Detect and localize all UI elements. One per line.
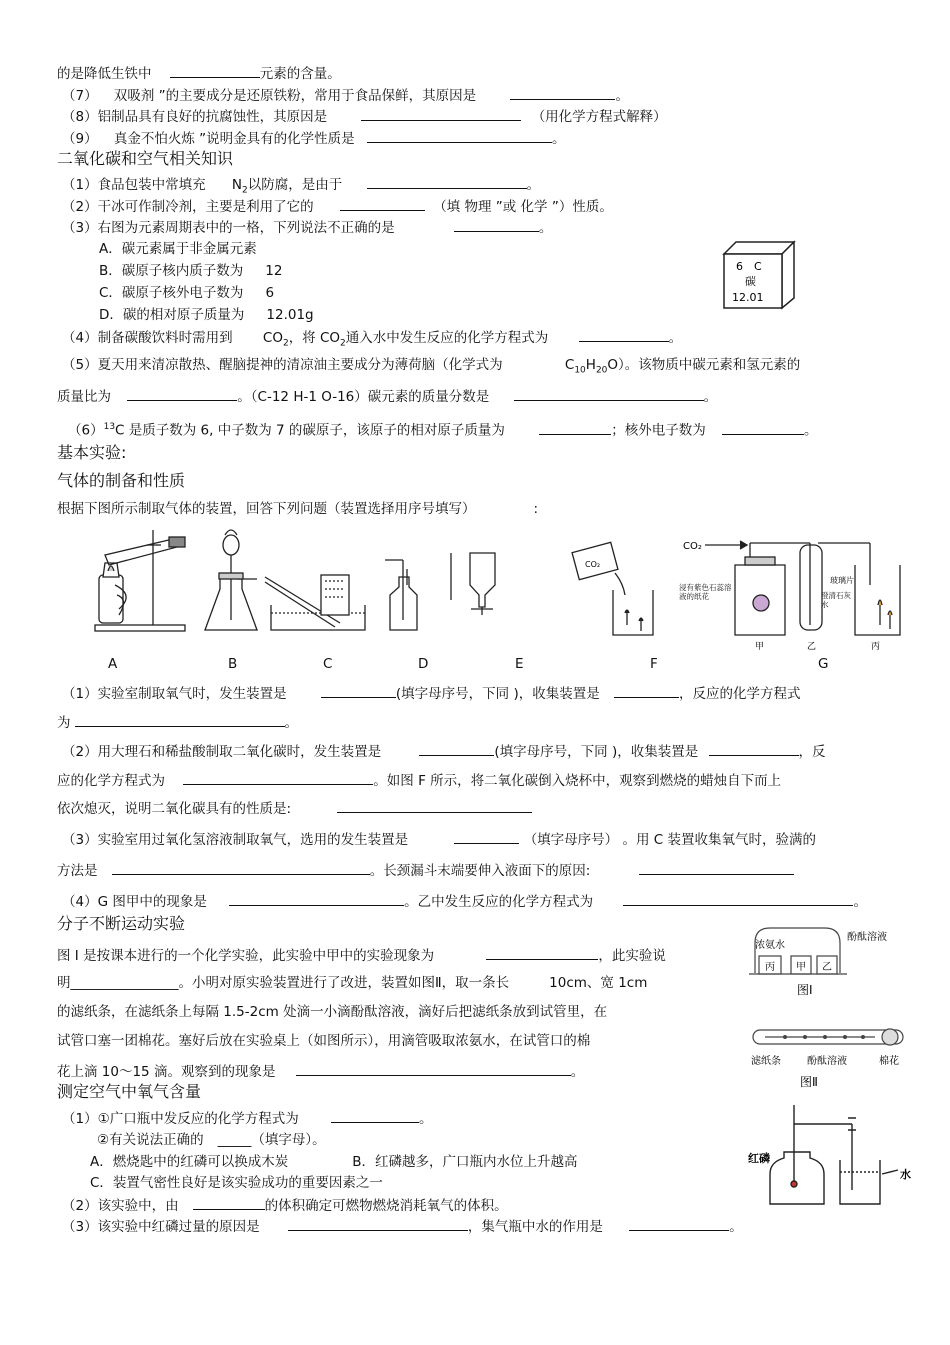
molecule-figure xyxy=(745,918,925,1093)
text: 。如图 F 所示，将二氧化碳倒入烧杯中，观察到燃烧的蜡烛自下而上 xyxy=(373,773,782,789)
text: B．红磷越多，广口瓶内水位上升越高 xyxy=(352,1154,578,1170)
text: 。 xyxy=(853,894,867,910)
fig2-title: 图Ⅱ xyxy=(800,1075,818,1089)
text: ，此实验说 xyxy=(598,948,666,964)
answer-blank[interactable] xyxy=(331,1108,419,1123)
answer-blank[interactable] xyxy=(296,1061,571,1076)
line-o2 xyxy=(97,1131,326,1149)
answer-blank[interactable] xyxy=(170,63,260,78)
line-g3-cont xyxy=(57,860,794,880)
apparatus-d xyxy=(385,560,417,630)
yi-tube-label: 乙 xyxy=(822,962,832,973)
text: 。 xyxy=(526,177,541,193)
text: 。 xyxy=(551,131,566,147)
text: 花上滴 10～15 滴。观察到的现象是 xyxy=(57,1064,276,1080)
text: C．碳原子核外电子数为 xyxy=(99,285,244,301)
line-g4 xyxy=(62,891,867,911)
text: ②有关说法正确的 xyxy=(97,1132,204,1148)
cotton-label: 棉花 xyxy=(879,1056,899,1067)
text: CO xyxy=(262,330,283,346)
element-number: 6 xyxy=(736,260,743,273)
answer-blank[interactable] xyxy=(419,741,494,756)
answer-blank[interactable] xyxy=(623,891,853,906)
answer-blank[interactable] xyxy=(539,420,611,435)
option-a: A．碳元素属于非金属元素 xyxy=(99,241,257,257)
section-heading-basic: 基本实验: xyxy=(57,443,127,462)
text[interactable]: _____ xyxy=(217,1132,252,1148)
text: ；核外电子数为 xyxy=(611,422,706,439)
line-g1 xyxy=(62,683,801,703)
bing-tube-label: 丙 xyxy=(765,962,775,973)
line-c3 xyxy=(62,217,552,237)
label-c: C xyxy=(323,656,333,672)
text: （9） xyxy=(62,131,98,147)
text: 13 xyxy=(103,422,116,432)
apparatus-f xyxy=(572,542,653,635)
text: H xyxy=(585,357,596,373)
co2-label: CO₂ xyxy=(683,541,702,552)
text: （2）该实验中，由 xyxy=(62,1198,179,1214)
text: 。 xyxy=(703,389,718,405)
text: 依次熄灭，说明二氧化碳具有的性质是: xyxy=(57,801,292,817)
text: 双吸剂 ”的主要成分是还原铁粉，常用于食品保鲜，其原因是 xyxy=(113,88,477,104)
answer-blank[interactable] xyxy=(193,1195,265,1210)
text: C 是质子数为 6, 中子数为 7 的碳原子，该原子的相对原子质量为 xyxy=(115,422,505,439)
apparatus-b xyxy=(205,530,257,630)
line-m4: 试管口塞一团棉花。塞好后放在实验桌上（如图所示），用滴管吸取浓氨水，在试管口的棉 xyxy=(57,1033,591,1049)
text: 。 xyxy=(538,220,553,236)
answer-blank[interactable] xyxy=(629,1216,729,1231)
text: 10 xyxy=(574,365,586,376)
text: （3）右图为元素周期表中的一格，下列说法不正确的是 xyxy=(62,220,395,236)
text: 。 xyxy=(804,422,818,439)
phenol-drops-label: 酚酞溶液 xyxy=(807,1056,847,1067)
text: 通入水中发生反应的化学方程式为 xyxy=(345,330,549,346)
apparatus-g xyxy=(705,541,900,635)
jia-tube-label: 甲 xyxy=(796,962,806,973)
litmus-paper-label: 浸有紫色石蕊溶液的纸花 xyxy=(679,583,732,601)
bottle-co2-label: CO₂ xyxy=(585,560,601,569)
text: 为 xyxy=(57,715,71,731)
answer-blank[interactable] xyxy=(75,712,285,727)
text: （3）实验室用过氧化氢溶液制取氧气，选用的发生装置是 xyxy=(62,832,409,848)
line-m3: 的滤纸条，在滤纸条上每隔 1.5-2cm 处滴一小滴酚酞溶液，滴好后把滤纸条放到试管里，在 xyxy=(57,1004,608,1020)
text: O）。该物质中碳元素和氢元素的 xyxy=(607,357,801,373)
section-heading-co2: 二氧化碳和空气相关知识 xyxy=(57,149,234,168)
text: （7） xyxy=(62,88,98,104)
text: 。 xyxy=(729,1219,743,1235)
option-d xyxy=(99,306,314,324)
text: 12 xyxy=(265,263,283,279)
answer-blank[interactable] xyxy=(510,85,615,100)
text: 明________________。小明对原实验装置进行了改进，装置如图Ⅱ，取一条长 xyxy=(57,975,510,991)
text: B．碳原子核内质子数为 xyxy=(99,263,244,279)
element-mass: 12.01 xyxy=(732,291,764,304)
text: （5）夏天用来清凉散热、醒脑提神的清凉油主要成分为薄荷脑（化学式为 xyxy=(62,357,503,373)
option-c xyxy=(99,284,274,302)
answer-blank[interactable] xyxy=(112,860,370,875)
answer-blank[interactable] xyxy=(486,945,598,960)
yi-label: 乙 xyxy=(807,642,817,650)
label-b: B xyxy=(228,656,238,672)
line-g3 xyxy=(62,829,816,849)
text: （填 物理 ”或 化学 ”）性质。 xyxy=(433,199,613,215)
line-g2-cont xyxy=(57,770,781,790)
text: （6） xyxy=(68,422,104,439)
text: 应的化学方程式为 xyxy=(57,773,165,789)
line-g0 xyxy=(57,500,538,518)
text: （8）铝制品具有良好的抗腐蚀性，其原因是 xyxy=(62,109,328,125)
text: 。 xyxy=(668,330,683,346)
line-o4: C．装置气密性良好是该实验成功的重要因素之一 xyxy=(90,1175,383,1191)
apparatus-c xyxy=(265,575,365,630)
answer-blank[interactable] xyxy=(367,174,527,189)
line-1 xyxy=(57,63,341,83)
line-q7 xyxy=(62,85,629,105)
line-g1-cont xyxy=(57,712,298,732)
line-m5 xyxy=(57,1061,584,1081)
text: 的体积确定可燃物燃烧消耗氧气的体积。 xyxy=(264,1198,508,1214)
subscript: 2 xyxy=(282,338,289,349)
label-a: A xyxy=(108,656,118,672)
jia-label: 甲 xyxy=(755,642,765,650)
text: : xyxy=(533,501,539,517)
answer-blank[interactable] xyxy=(127,386,237,401)
text: （填字母序号） 。用 C 装置收集氧气时，验满的 xyxy=(523,832,816,848)
element-symbol: C xyxy=(754,260,762,273)
text: A．燃烧匙中的红磷可以换成木炭 xyxy=(90,1154,289,1170)
line-c4 xyxy=(62,327,682,353)
text: 。长颈漏斗末端要伸入液面下的原因: xyxy=(369,863,591,879)
line-g2 xyxy=(62,741,826,761)
apparatus-e xyxy=(451,553,495,615)
text: （2）用大理石和稀盐酸制取二氧化碳时，发生装置是 xyxy=(62,744,382,760)
answer-blank[interactable] xyxy=(340,196,425,211)
line-c5 xyxy=(62,356,800,380)
text: 真金不怕火炼 ”说明金具有的化学性质是 xyxy=(113,131,355,147)
text: 质量比为 xyxy=(57,389,111,405)
fig1-title: 图Ⅰ xyxy=(797,983,813,997)
line-q8 xyxy=(62,106,667,126)
water-label: 水 xyxy=(900,1168,911,1181)
line-o6 xyxy=(62,1216,743,1236)
line-c5-cont xyxy=(57,386,717,406)
apparatus-figure xyxy=(85,525,915,650)
text: （4）G 图甲中的现象是 xyxy=(62,894,207,910)
text: ，反 xyxy=(798,744,826,760)
answer-blank[interactable] xyxy=(579,327,669,342)
text: 。 xyxy=(615,88,629,104)
line-c6 xyxy=(68,418,818,440)
text: 12.01g xyxy=(266,307,314,323)
line-g2-cont2 xyxy=(57,798,532,818)
text: （用化学方程式解释） xyxy=(531,109,667,125)
text: 20 xyxy=(595,365,608,376)
text: （填字母）。 xyxy=(251,1132,326,1148)
text: 方法是 xyxy=(57,863,98,879)
text: ，将 CO xyxy=(288,330,341,346)
answer-blank[interactable] xyxy=(321,683,396,698)
glass-plate-label: 玻璃片 xyxy=(830,576,854,585)
answer-blank[interactable] xyxy=(614,683,679,698)
phosphorus-label: 红磷 xyxy=(748,1152,770,1165)
text: 。（C-12 H-1 O-16）碳元素的质量分数是 xyxy=(237,389,490,405)
oxygen-apparatus-figure xyxy=(748,1100,928,1210)
line-m2 xyxy=(57,974,647,992)
label-e: E xyxy=(515,656,524,672)
subscript: 2 xyxy=(340,338,346,349)
answer-blank[interactable] xyxy=(361,106,521,121)
answer-blank[interactable] xyxy=(454,217,539,232)
text: （4）制备碳酸饮料时需用到 xyxy=(62,330,233,346)
text: 。 xyxy=(284,715,298,731)
text: （1）①广口瓶中发反应的化学方程式为 xyxy=(62,1111,299,1127)
text: 元素的含量。 xyxy=(259,66,341,82)
text: （1）实验室制取氧气时，发生装置是 xyxy=(62,686,287,702)
text: ，集气瓶中水的作用是 xyxy=(467,1219,603,1235)
text: 6 xyxy=(265,285,275,301)
text: 以防腐，是由于 xyxy=(247,177,343,193)
text: 图 I 是按课本进行的一个化学实验，此实验中甲中的实验现象为 xyxy=(57,948,435,964)
answer-blank[interactable] xyxy=(229,891,404,906)
text: 10cm、宽 1cm xyxy=(549,975,648,991)
bing-label: 丙 xyxy=(871,642,881,650)
label-g: G xyxy=(818,656,829,672)
text: 根据下图所示制取气体的装置，回答下列问题（装置选择用序号填写） xyxy=(57,501,476,517)
apparatus-a xyxy=(95,530,185,631)
ammonia-label: 浓氨水 xyxy=(755,940,785,951)
filter-strip-label: 滤纸条 xyxy=(751,1056,781,1067)
label-f: F xyxy=(650,656,658,672)
section-heading-oxygen: 测定空气中氧气含量 xyxy=(57,1082,202,1101)
text: 。 xyxy=(419,1111,433,1127)
text: D．碳的相对原子质量为 xyxy=(99,307,245,323)
text: 。乙中发生反应的化学方程式为 xyxy=(404,894,594,910)
line-q9 xyxy=(62,128,565,148)
text: N xyxy=(231,177,242,193)
option-b xyxy=(99,262,282,280)
answer-blank[interactable] xyxy=(337,798,532,813)
label-d: D xyxy=(418,656,429,672)
line-m1 xyxy=(57,945,666,965)
phenol-label: 酚酞溶液 xyxy=(847,932,887,943)
answer-blank[interactable] xyxy=(183,770,373,785)
text: 的是降低生铁中 xyxy=(57,66,152,82)
element-name: 碳 xyxy=(745,275,756,288)
line-o1 xyxy=(62,1108,433,1128)
answer-blank[interactable] xyxy=(514,386,704,401)
text: 2 xyxy=(242,185,248,196)
answer-blank[interactable] xyxy=(639,860,794,875)
limewater-label: 澄清石灰水 xyxy=(821,591,851,609)
text: (填字母序号，下同 )，收集装置是 xyxy=(395,686,600,702)
text: （2）干冰可作制冷剂，主要是利用了它的 xyxy=(62,199,314,215)
line-o3 xyxy=(90,1153,578,1171)
text: 。 xyxy=(570,1064,585,1080)
text: (填字母序号，下同 )，收集装置是 xyxy=(494,744,699,760)
text: （3）该实验中红磷过量的原因是 xyxy=(62,1219,260,1235)
text: ，反应的化学方程式 xyxy=(679,686,801,702)
carbon-element-cell xyxy=(718,238,798,310)
answer-blank[interactable] xyxy=(288,1216,468,1231)
section-heading-molecule: 分子不断运动实验 xyxy=(57,914,186,933)
section-heading-gas: 气体的制备和性质 xyxy=(57,471,186,490)
answer-blank[interactable] xyxy=(367,128,552,143)
text: C xyxy=(564,357,575,373)
line-c2 xyxy=(62,196,613,216)
answer-blank[interactable] xyxy=(454,829,519,844)
line-o5 xyxy=(62,1195,508,1215)
answer-blank[interactable] xyxy=(722,420,804,435)
text: （1）食品包装中常填充 xyxy=(62,177,206,193)
answer-blank[interactable] xyxy=(709,741,799,756)
